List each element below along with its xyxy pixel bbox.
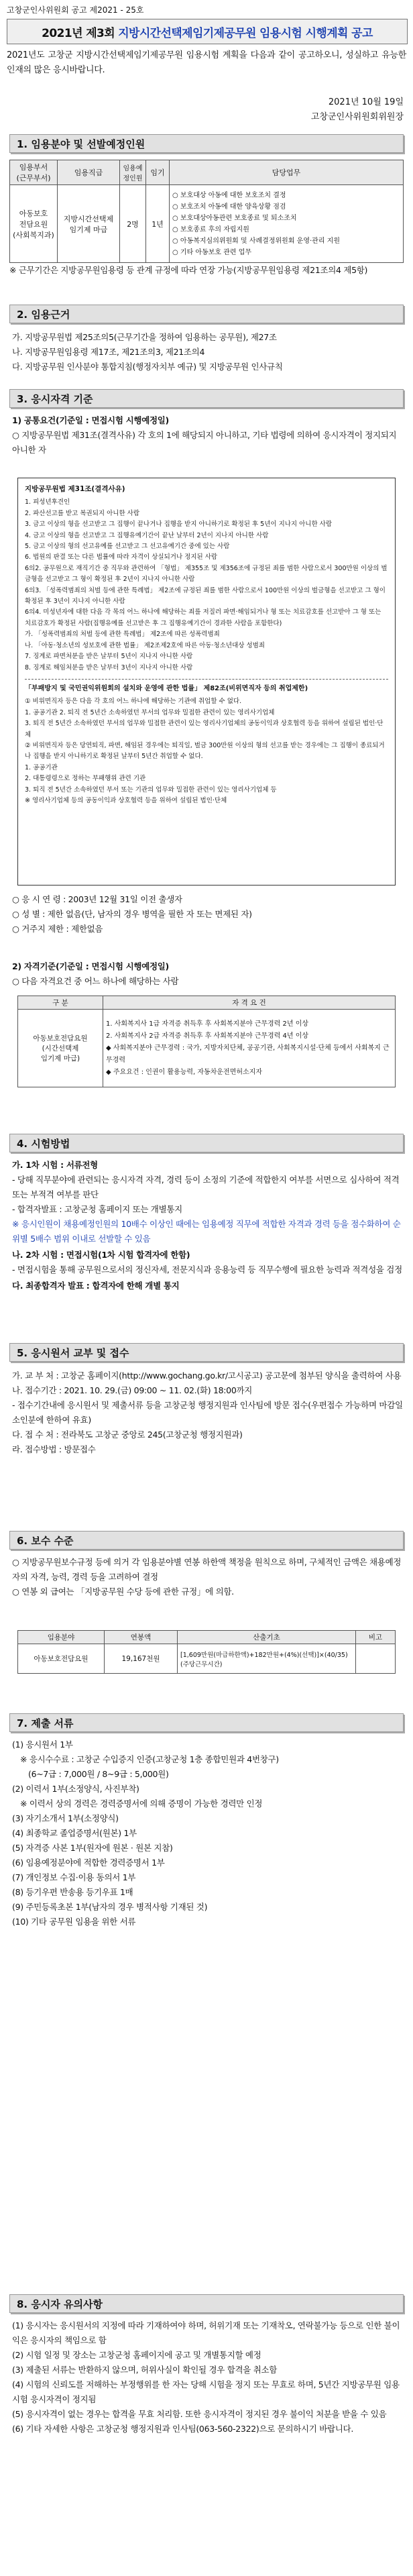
- salary-field: 아동보호전담요원: [18, 1644, 105, 1674]
- basis-line: 나. 지방공무원임용령 제17조, 제21조의3, 제21조의4: [12, 347, 205, 357]
- cell-term: 1년: [146, 185, 170, 263]
- qualification-title: 2) 자격기준(기준일 : 면접시험 시행예정일): [12, 961, 169, 971]
- title-year: 2021년 제3회: [42, 26, 115, 40]
- age-line: ○ 응 시 연 령 : 2003년 12월 31일 이전 출생자: [12, 894, 182, 904]
- salary-basis: [1,609만원(마급하한액)+182만원+(4%)(선택)]×(40/35)(주당근무시간): [178, 1644, 356, 1674]
- box-line: 6의4. 미성년자에 대한 다음 각 목의 어느 하나에 해당하는 죄를 저질러 파면·해임되거나 형 또는 치료감호를 선고받아 그 형 또는 치료감호가 확정된 사람(집행유예를 선고받은 후 그 집행유예기간이 경과한 사람을 포함한다): [25, 608, 381, 627]
- box2-line: ② 비위면직자 등은 당연퇴직, 파면, 해임된 경우에는 퇴직일, 벌금 300만원 이상의 형의 선고를 받는 경우에는 그 집행이 종료되거나 집행을 받지 아니하기로 확정된 날부터 5년간 취업할 수 없다.: [25, 741, 385, 761]
- box2-line: 3. 퇴직 전 5년간 소속하였던 부서 또는 기관의 업무와 밀접한 관련이 있는 영리사기업체 등: [25, 786, 277, 794]
- qual-line: 2. 사회복지사 2급 자격증 취득후 후 사회복지분야 근무경력 4년 이상: [106, 1032, 309, 1040]
- box-title: 지방공무원법 제31조(결격사유): [25, 485, 125, 493]
- final-announce: 다. 최종합격자 발표 : 합격자에 한해 개별 통지: [12, 1281, 180, 1291]
- notice-issuer: 고창군인사위원회위원장: [310, 112, 404, 122]
- doc-line: (9) 주민등록초본 1부(남자의 경우 병적사항 기재된 것): [12, 1902, 208, 1912]
- notice-date: 2021년 10월 19일: [328, 97, 404, 107]
- residence-line: ○ 거주지 제한 : 제한없음: [12, 924, 103, 934]
- section-5-title: 5. 응시원서 교부 및 접수: [9, 1343, 404, 1362]
- common-req-title: 1) 공통요건(기준일 : 면접시험 시행예정일): [12, 415, 169, 425]
- caution-line: (1) 응시자는 응시원서의 지정에 따라 기재하여야 하며, 허위기재 또는 기재착오, 연락불가능 등으로 인한 불이익은 응시자의 책임으로 함: [12, 2320, 400, 2345]
- box2-line: 1. 공공기관: [25, 763, 58, 771]
- cell-duties: [170, 185, 404, 263]
- box-line: 6의2. 공무원으로 재직기간 중 직무와 관련하여 「형법」 제355조 및 제356조에 규정된 죄를 범한 사람으로서 300만원 이상의 벌금형을 선고받고 그 형이 확정된 후 2년이 지나지 아니한 사람: [25, 564, 388, 584]
- box-line: 나. 「아동·청소년의 성보호에 관한 법률」 제2조제2호에 따른 아동·청소년대상 성범죄: [25, 641, 265, 649]
- section-1-footnote: ※ 근무기간은 지방공무원임용령 등 관계 규정에 따라 연장 가능(지방공무원임용령 제21조의4 제5항): [9, 265, 368, 275]
- box-line: 1. 피성년후견인: [25, 498, 70, 506]
- box-line: 3. 금고 이상의 형을 선고받고 그 집행이 끝나거나 집행을 받지 아니하기로 확정된 후 5년이 지나지 아니한 사람: [25, 521, 333, 529]
- basis-line: 가. 지방공무원법 제25조의5(근무기간을 정하여 임용하는 공무원), 제27조: [12, 332, 277, 342]
- th-term: 임기: [146, 160, 170, 185]
- section-6-body: [12, 1555, 404, 1599]
- qual-row-label: 아동보호전담요원 (시간선택제 임기제 마급): [18, 1010, 103, 1087]
- doc-line: (5) 자격증 사본 1부(원자에 원본 · 원본 지참): [12, 1843, 173, 1853]
- section-3-common: [12, 413, 404, 458]
- box-line: 7. 징계로 파면처분을 받은 날부터 5년이 지나지 아니한 사람: [25, 653, 193, 661]
- caution-line: (2) 시험 일정 및 장소는 고창군청 홈페이지에 공고 및 개별통지할 예정: [12, 2350, 261, 2360]
- section-7-title: 7. 제출 서류: [9, 1713, 404, 1732]
- duty-item: ○ 기타 아동보호 관련 업무: [172, 248, 252, 256]
- th-duties: 담당업무: [170, 160, 404, 185]
- title-main: 지방시간선택제임기제공무원: [118, 26, 256, 40]
- pay-line: ○ 연봉 외 급여는 「지방공무원 수당 등에 관한 규정」에 의함.: [12, 1587, 234, 1597]
- qualification-line: ○ 다음 자격요건 중 어느 하나에 해당하는 사람: [12, 976, 179, 986]
- test1-line: - 당해 직무분야에 관련되는 응시자격 자격, 경력 등이 소정의 기준에 적합한지 여부를 서면으로 심사하여 적격 또는 부적격 여부를 판단: [12, 1175, 400, 1199]
- cell-count: 2명: [120, 185, 146, 263]
- section-7-body: [12, 1737, 404, 1929]
- caution-line: (6) 기타 자세한 사항은 고창군청 행정지원과 인사팀(063-560-2322)으로 문의하시기 바랍니다.: [12, 2424, 353, 2434]
- cell-dept: 아동보호 전담요원 (사회복지과): [10, 185, 58, 263]
- common-req-line: ○ 지방공무원법 제31조(결격사유) 각 호의 1에 해당되지 아니하고, 기타 법령에 의하여 응시자격이 정지되지 아니한 자: [12, 430, 397, 455]
- duty-item: ○ 아동복지심의위원회 및 사례결정위원회 운영·관리 지원: [172, 237, 340, 245]
- doc-line: ※ 이력서 상의 경력은 경력증명서에 의해 증명이 가능한 경력만 인정: [20, 1799, 263, 1809]
- fee-line: ※ 응시수수료 : 고창군 수입증지 인증(고창군청 1층 종합민원과 4번창구): [20, 1754, 279, 1764]
- title-banner: [7, 19, 408, 44]
- test2-title: 나. 2차 시험 : 면접시험(1차 시험 합격자에 한함): [12, 1250, 190, 1260]
- section-8-body: [12, 2318, 404, 2436]
- notice-number: 고창군인사위원회 공고 제2021 - 25호: [7, 5, 144, 15]
- box-line: 4. 금고 이상의 형을 선고받고 그 집행유예기간이 끝난 날부터 2년이 지나지 아니한 사람: [25, 531, 269, 539]
- section-3-title: 3. 응시자격 기준: [9, 389, 404, 408]
- gender-line: ○ 성 별 : 제한 없음(단, 남자의 경우 병역을 필한 자 또는 면제된 자): [12, 909, 252, 919]
- section-4-body: [12, 1158, 404, 1293]
- application-line: 나. 접수기간 : 2021. 10. 29.(금) 09:00 ~ 11. 02.(화) 18:00까지: [12, 1385, 253, 1395]
- qual-row-body: [103, 1010, 396, 1087]
- doc-line: (3) 자기소개서 1부(소정양식): [12, 1813, 119, 1823]
- pay-line: ○ 지방공무원보수규정 등에 의거 각 임용분야별 연봉 하한액 책정을 원칙으로 하며, 구체적인 금액은 채용예정자의 자격, 능력, 경력 등을 고려하여 결정: [12, 1557, 402, 1582]
- qual-th-req: 자 격 요 건: [103, 996, 396, 1010]
- salary-note: [356, 1644, 396, 1674]
- box-line: 8. 징계로 해임처분을 받은 날부터 3년이 지나지 아니한 사람: [25, 663, 193, 672]
- disqualification-box: [17, 478, 396, 885]
- doc-line: (10) 기타 공무원 임용을 위한 서류: [12, 1917, 136, 1927]
- box-line: 6. 법원의 판결 또는 다른 법률에 따라 자격이 상실되거나 정지된 사람: [25, 553, 218, 561]
- box-line: 6의3. 「성폭력범죄의 처벌 등에 관한 특례법」 제2조에 규정된 죄를 범한 사람으로서 100만원 이상의 벌금형을 선고받고 그 형이 확정된 후 3년이 지나지 아니한 사람: [25, 586, 386, 606]
- application-line: 다. 접 수 처 : 전라북도 고창군 중앙로 245(고창군청 행정지원과): [12, 1430, 243, 1440]
- box2-line: 1. 공공기관 2. 퇴직 전 5년간 소속하였던 부서의 업무와 밀접한 관련이 있는 영리사기업체: [25, 708, 275, 716]
- section-6-title: 6. 보수 수준: [9, 1531, 404, 1550]
- fee-line: (6~7급 : 7,000원 / 8~9급 : 5,000원): [28, 1769, 169, 1779]
- box2-line: 3. 퇴직 전 5년간 소속하였던 부서의 업무와 밀접한 관련이 있는 영리사기업체의 공동이익과 상호협력 등을 위하여 설립된 법인·단체: [25, 720, 384, 739]
- section-8-title: 8. 응시자 유의사항: [9, 2294, 404, 2313]
- qual-line: ◆ 주요요건 : 인권이 활용능력, 자동차운전면허소지자: [106, 1068, 262, 1076]
- box2-line: 2. 대통령령으로 정하는 부패행위 관련 기관: [25, 775, 146, 783]
- salary-th-note: 비고: [356, 1631, 396, 1644]
- section-4-title: 4. 시험방법: [9, 1134, 404, 1152]
- age-gender-block: [12, 892, 404, 936]
- box-line: 2. 파산선고를 받고 복권되지 아니한 사람: [25, 509, 139, 517]
- doc-line: (1) 응시원서 1부: [12, 1739, 73, 1750]
- doc-line: (4) 최종학교 졸업증명서(원본) 1부: [12, 1828, 137, 1838]
- notice-date-block: [311, 95, 404, 125]
- application-line: 가. 교 부 처 : 고창군 홈페이지(http://www.gochang.go.kr/고시공고) 공고문에 첨부된 양식을 출력하여 사용: [12, 1371, 402, 1381]
- box2-title: 「부패방지 및 국민권익위원회의 설치와 운영에 관한 법률」 제82조(비위면직자 등의 취업제한): [25, 684, 308, 692]
- qual-line: ◆ 사회복지분야 근무경력 : 국가, 지방자치단체, 공공기관, 사회복지시설·단체 등에서 사회복지 근무경력: [106, 1044, 390, 1064]
- duty-item: ○ 보호대상 아동에 대한 보호조치 결정: [172, 191, 286, 199]
- th-dept: 임용부서 (근무부서): [10, 160, 58, 185]
- duty-item: ○ 보호대상아동관련 보호종료 및 퇴소조치: [172, 214, 297, 222]
- cell-grade: 지방시간선택제 임기제 마급: [58, 185, 120, 263]
- box2-line: ※ 영리사기업체 등의 공동이익과 상호협력 등을 위하여 설립된 법인·단체: [25, 796, 227, 804]
- duty-item: ○ 보호종료 후의 자립지원: [172, 225, 249, 233]
- box-line: 5. 금고 이상의 형의 선고유예를 선고받고 그 선고유예기간 중에 있는 사람: [25, 543, 230, 551]
- box-line: 가. 「성폭력범죄의 처벌 등에 관한 특례법」 제2조에 따른 성폭력범죄: [25, 631, 220, 639]
- box2-line: ① 비위면직자 등은 다음 각 호의 어느 하나에 해당하는 기관에 취업할 수 없다.: [25, 698, 242, 706]
- application-line: - 접수기간내에 응시원서 및 제출서류 등을 고창군청 행정지원과 인사팀에 방문 접수(우편접수 가능하며 마감일 소인분에 한하여 유효): [12, 1400, 403, 1425]
- duty-item: ○ 보호조치 아동에 대한 양육상황 점검: [172, 203, 286, 211]
- section-2-body: [12, 330, 404, 374]
- doc-line: (8) 등기우편 반송용 등기우표 1매: [12, 1887, 133, 1897]
- application-line: 라. 접수방법 : 방문접수: [12, 1444, 96, 1454]
- salary-th-basis: 산출기초: [178, 1631, 356, 1644]
- doc-line: (6) 임용예정분야에 적합한 경력증명서 1부: [12, 1858, 165, 1868]
- caution-line: (3) 제출된 서류는 반환하지 않으며, 허위사실이 확인될 경우 합격을 취소함: [12, 2365, 278, 2375]
- qualification-intro: [12, 959, 404, 989]
- th-grade: 임용직급: [58, 160, 120, 185]
- title-tail: 임용시험 시행계획 공고: [259, 26, 373, 40]
- positions-table: [9, 160, 404, 263]
- qualification-table: [17, 996, 396, 1087]
- section-5-body: [12, 1368, 404, 1457]
- th-count: 임용예정인원: [120, 160, 146, 185]
- intro-text: 2021년도 고창군 지방시간선택제임기제공무원 임용시험 계획을 다음과 같이 공고하오니, 성실하고 유능한 인재의 많은 응시바랍니다.: [7, 50, 406, 75]
- test1-title: 가. 1차 시험 : 서류전형: [12, 1160, 98, 1170]
- salary-th-field: 임용분야: [18, 1631, 105, 1644]
- basis-line: 다. 지방공무원 인사분야 통합지침(행정자치부 예규) 및 지방공무원 인사규칙: [12, 362, 283, 372]
- doc-line: (2) 이력서 1부(소정양식, 사진부착): [12, 1784, 139, 1794]
- qual-line: 1. 사회복지사 1급 자격증 취득후 후 사회복지분야 근무경력 2년 이상: [106, 1020, 309, 1028]
- caution-line: (4) 시험의 신뢰도를 저해하는 부정행위를 한 자는 당해 시험을 정지 또는 무효로 하며, 5년간 지방공무원 임용시험 응시자격이 정지됨: [12, 2379, 400, 2404]
- caution-line: (5) 응시자격이 없는 경우는 합격을 무효 처리함. 또한 응시자격이 정지된 경우 불이익 처분을 받을 수 있음: [12, 2409, 387, 2419]
- doc-line: (7) 개인정보 수집·이용 동의서 1부: [12, 1872, 136, 1882]
- test2-line: - 면접시험을 통해 공무원으로서의 정신자세, 전문지식과 응용능력 등 직무수행에 필요한 능력과 적격성을 검정: [12, 1265, 402, 1275]
- salary-amount: 19,167천원: [105, 1644, 178, 1674]
- salary-table: [17, 1630, 396, 1674]
- qual-th-type: 구 분: [18, 996, 103, 1010]
- test1-note: ※ 응시인원이 채용예정인원의 10배수 이상인 때에는 임용예정 직무에 적합한 자격과 경력 등을 점수화하여 순위별 5배수 범위 이내로 선발할 수 있음: [12, 1219, 401, 1244]
- section-1-title: 1. 임용분야 및 선발예정인원: [9, 134, 404, 153]
- salary-th-amount: 연봉액: [105, 1631, 178, 1644]
- section-2-title: 2. 임용근거: [9, 305, 404, 323]
- test1-line: - 합격자발표 : 고창군청 홈페이지 또는 개별통지: [12, 1204, 182, 1214]
